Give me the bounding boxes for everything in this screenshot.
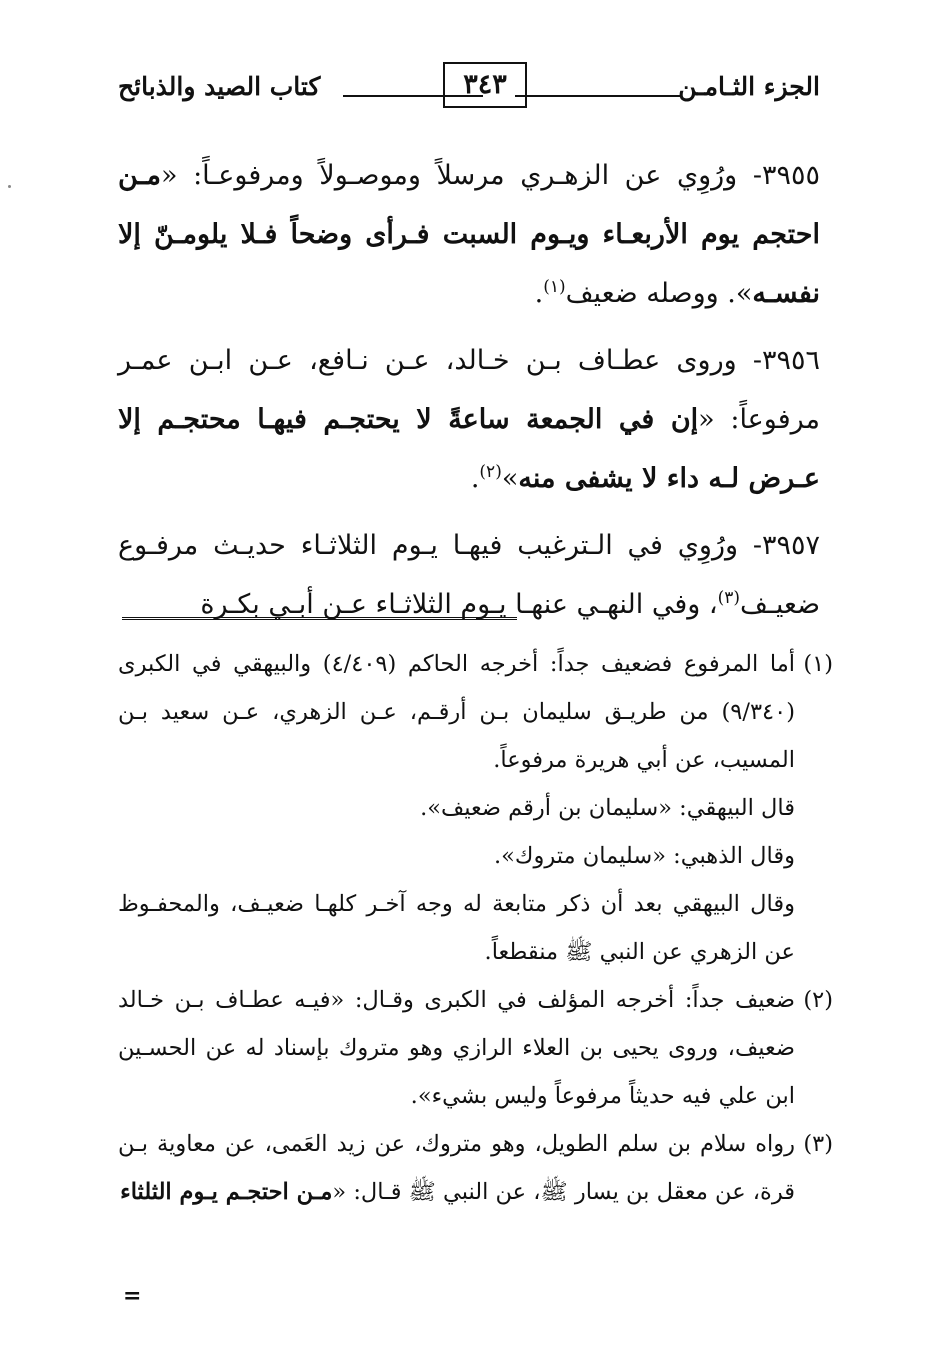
narration-intro: ورُوِي في الـترغيب فيهـا يـوم الثلاثـاء حديـث مرفـوع ضعيـف — [118, 530, 820, 620]
footnote-mark: (١) — [803, 651, 833, 677]
footnotes — [118, 640, 833, 1216]
narration-after: » — [501, 463, 519, 494]
punctuation: . — [534, 278, 544, 309]
continuation-mark: = — [123, 1283, 142, 1309]
main-text — [118, 146, 820, 642]
footnote-text: ضعيف جداً: أخرجه المؤلف في الكبرى وقـال: «فيـه عطـاف بـن خـالد ضعيف، وروى يحيى بن العلاء الرازي وهو متروك بإسناد له عن الحسـين ابن علي فيه حديثاً مرفوعاً وليس بشيء». — [118, 987, 795, 1109]
punctuation: . — [470, 463, 480, 494]
page-header — [118, 62, 820, 114]
narration-after: ، وفي النهـي عنهـا يـوم الثلاثـاء عـن أبـي بكـرة — [200, 589, 718, 620]
footnote-ref[interactable]: (١) — [543, 277, 566, 297]
hadith-number: ٣٩٥٦- — [752, 345, 820, 376]
footnote-quote: مـن احتجـم يـوم الثلثاء — [120, 1179, 333, 1205]
page-number: ٣٤٣ — [443, 62, 527, 108]
narration-intro: ورُوِي عن الزهـري مرسلاً وموصـولاً ومرفوعـاً: « — [160, 160, 738, 191]
footnote-subline: وقال الذهبي: «سليمان متروك». — [493, 843, 795, 869]
margin-speck — [8, 185, 11, 188]
paragraph-3956 — [118, 331, 820, 508]
hadith-quote: مـن احتجم يوم الأربعـاء ويـوم السبت فـرأى وضحاً فـلا يلومـنّ إلا نفسـه — [118, 160, 820, 309]
header-rule-left — [343, 95, 483, 97]
footnote-subline: قال البيهقي: «سليمان بن أرقم ضعيف». — [420, 795, 795, 821]
footnote-text: أما المرفوع فضعيف جداً: أخرجه الحاكم (٤/٤٠٩) والبيهقي في الكبرى (٩/٣٤٠) من طريـق سليمان بـن أرقـم، عـن الزهري، عـن سعيد بـن المسيب، عن أبي هريرة مرفوعاً. — [118, 651, 795, 773]
hadith-quote: إن في الجمعة ساعةً لا يحتجـم فيهـا محتجـم إلا عـرض لـه داء لا يشفى منه — [118, 404, 820, 494]
footnote-mark: (٣) — [803, 1131, 833, 1157]
hadith-number: ٣٩٥٧- — [752, 530, 821, 561]
footnote-text — [118, 1120, 795, 1216]
header-rule-right — [515, 95, 680, 97]
volume-label: الجزء الثـامـن — [678, 72, 820, 101]
footnote-subline: وقال البيهقي بعد أن ذكر متابعة له وجه آخـر كلهـا ضعيـف، والمحفـوظ عن الزهري عن النبي ﷺ منقطعاً. — [118, 891, 795, 965]
paragraph-3955 — [118, 146, 820, 323]
footnote-ref[interactable]: (٣) — [717, 588, 741, 608]
hadith-number: ٣٩٥٥- — [752, 160, 820, 191]
footnote-1 — [118, 640, 833, 976]
footnote-text-part: رواه سلام بن سلم الطويل، وهو متروك، عن زيد العَمى، عن معاوية بـن قرة، عن معقل بن يسار ﷺ، عن النبي ﷺ قـال: « — [118, 1131, 795, 1205]
book-title: كتاب الصيد والذبائح — [118, 72, 321, 101]
footnote-mark: (٢) — [803, 987, 833, 1013]
narration-intro: وروى عطـاف بـن خـالد، عـن نـافع، عـن ابـن عمـر مرفوعاً: « — [118, 345, 821, 435]
narration-after: ». ووصله ضعيف — [565, 278, 753, 309]
footnote-2 — [118, 976, 833, 1120]
footnote-ref[interactable]: (٢) — [479, 462, 502, 482]
footnote-separator — [122, 617, 517, 620]
footnote-3 — [118, 1120, 833, 1216]
